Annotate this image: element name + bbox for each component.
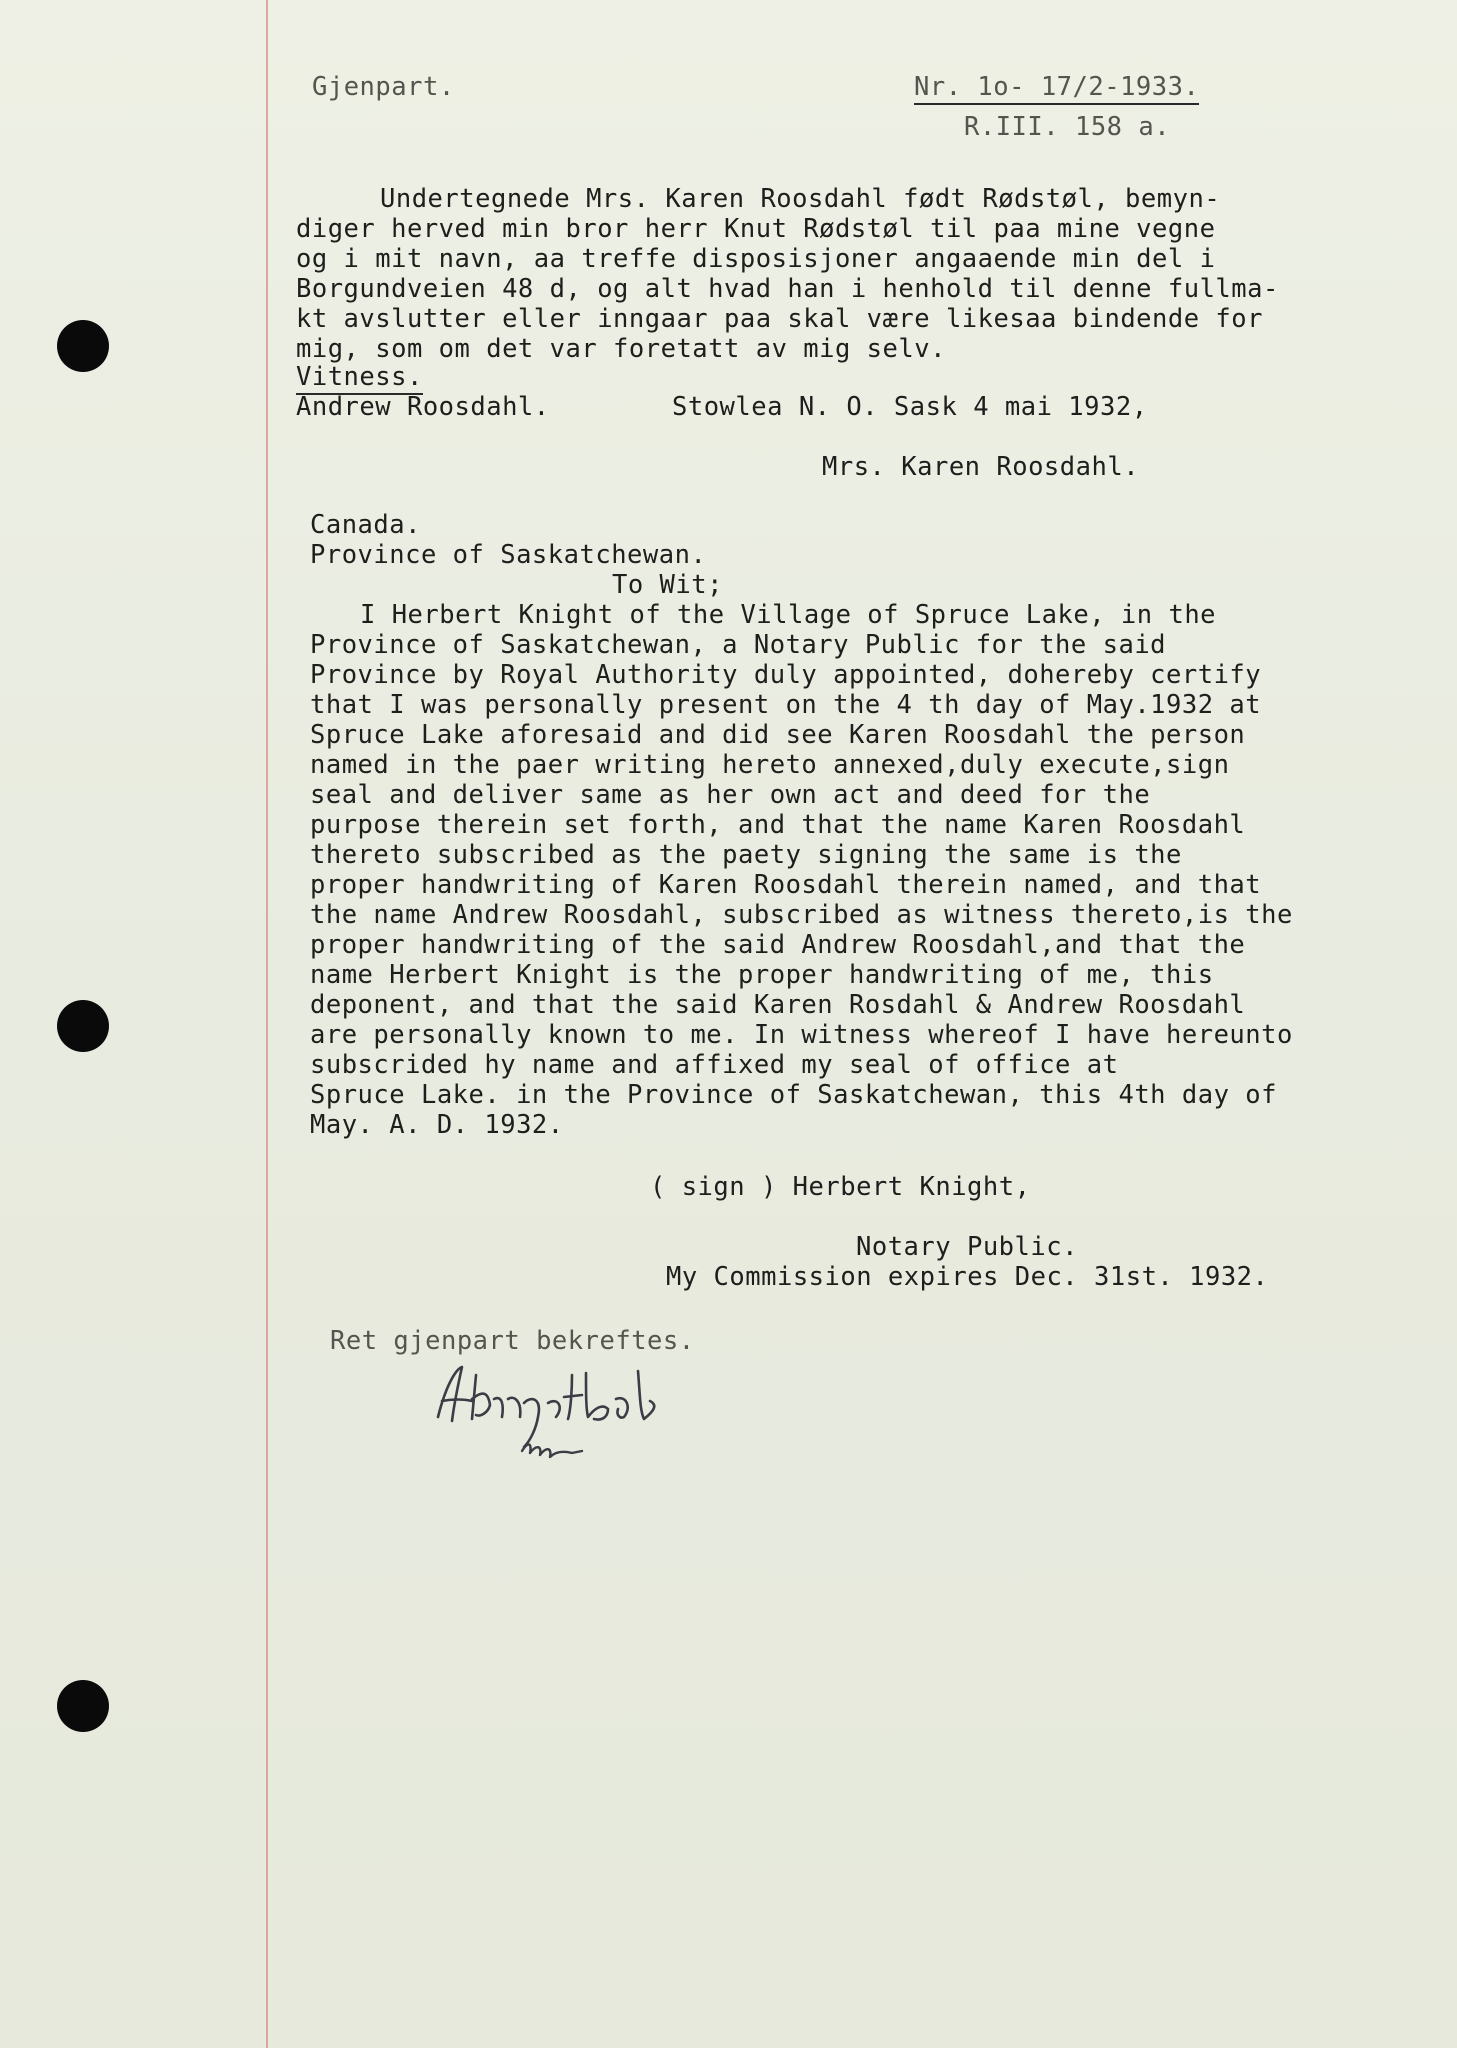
- punch-hole: [57, 1680, 109, 1732]
- certificate-line: that I was personally present on the 4 th day of May.1932 at: [310, 690, 1262, 720]
- certificate-province: Province of Saskatchewan.: [310, 540, 707, 570]
- authorization-line: mig, som om det var foretatt av mig selv.: [296, 334, 946, 364]
- copy-label: Gjenpart.: [312, 72, 455, 102]
- authorization-line: kt avslutter eller inngaar paa skal være likesaa bindende for: [296, 304, 1263, 334]
- notary-title: Notary Public.: [856, 1232, 1078, 1262]
- certificate-line: thereto subscribed as the paety signing the same is the: [310, 840, 1182, 870]
- punch-hole: [57, 1000, 109, 1052]
- certificate-line: are personally known to me. In witness whereof I have hereunto: [310, 1020, 1293, 1050]
- certificate-line: named in the paer writing hereto annexed,duly execute,sign: [310, 750, 1230, 780]
- authorization-line: Undertegnede Mrs. Karen Roosdahl født Rødstøl, bemyn-: [380, 184, 1221, 214]
- handwritten-signature: [432, 1355, 752, 1475]
- certificate-line: Spruce Lake. in the Province of Saskatchewan, this 4th day of: [310, 1080, 1277, 1110]
- witness-heading: Vitness.: [296, 362, 423, 395]
- punch-hole: [57, 320, 109, 372]
- certificate-line: I Herbert Knight of the Village of Spruce Lake, in the: [360, 600, 1217, 630]
- attestation-text: Ret gjenpart bekreftes.: [330, 1326, 695, 1356]
- signer-name: Mrs. Karen Roosdahl.: [822, 452, 1140, 482]
- commission-expiry: My Commission expires Dec. 31st. 1932.: [666, 1262, 1269, 1292]
- certificate-line: Province by Royal Authority duly appointed, dohereby certify: [310, 660, 1262, 690]
- reference-number: R.III. 158 a.: [964, 112, 1171, 142]
- certificate-line: May. A. D. 1932.: [310, 1110, 564, 1140]
- record-number: Nr. 1o- 17/2-1933.: [914, 72, 1199, 105]
- authorization-line: Borgundveien 48 d, og alt hvad han i henhold til denne fullma-: [296, 274, 1279, 304]
- place-date: Stowlea N. O. Sask 4 mai 1932,: [672, 392, 1148, 422]
- certificate-country: Canada.: [310, 510, 421, 540]
- authorization-line: og i mit navn, aa treffe disposisjoner angaaende min del i: [296, 244, 1216, 274]
- certificate-to-wit: To Wit;: [612, 570, 723, 600]
- certificate-line: proper handwriting of Karen Roosdahl therein named, and that: [310, 870, 1262, 900]
- certificate-line: purpose therein set forth, and that the name Karen Roosdahl: [310, 810, 1246, 840]
- certificate-line: subscrided hy name and affixed my seal of office at: [310, 1050, 1119, 1080]
- certificate-line: the name Andrew Roosdahl, subscribed as witness thereto,is the: [310, 900, 1293, 930]
- certificate-line: Spruce Lake aforesaid and did see Karen Roosdahl the person: [310, 720, 1246, 750]
- margin-rule: [266, 0, 268, 2048]
- certificate-line: deponent, and that the said Karen Rosdahl & Andrew Roosdahl: [310, 990, 1246, 1020]
- certificate-line: name Herbert Knight is the proper handwriting of me, this: [310, 960, 1214, 990]
- notary-signature-line: ( sign ) Herbert Knight,: [650, 1172, 1031, 1202]
- certificate-line: seal and deliver same as her own act and deed for the: [310, 780, 1151, 810]
- certificate-line: Province of Saskatchewan, a Notary Public for the said: [310, 630, 1167, 660]
- authorization-line: diger herved min bror herr Knut Rødstøl til paa mine vegne: [296, 214, 1216, 244]
- witness-name: Andrew Roosdahl.: [296, 392, 550, 422]
- certificate-line: proper handwriting of the said Andrew Roosdahl,and that the: [310, 930, 1246, 960]
